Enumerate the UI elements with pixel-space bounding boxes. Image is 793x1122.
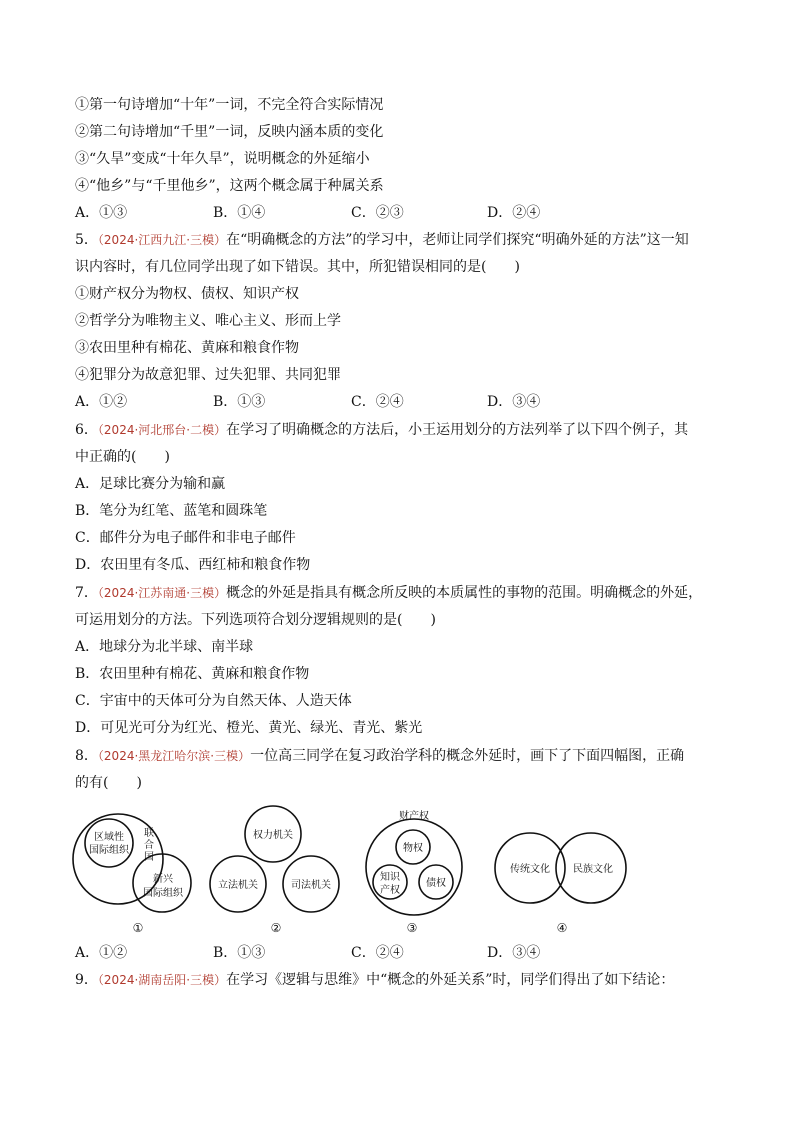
diagram-3-outer-circle (366, 819, 462, 915)
q7-option-b: B．农田里种有棉花、黄麻和粮食作物 (75, 666, 310, 682)
q5-item-4: ④犯罪分为故意犯罪、过失犯罪、共同犯罪 (75, 367, 341, 383)
q6-option-a: A．足球比赛分为输和赢 (75, 476, 226, 492)
diagram-3-label-l1: 知识 (380, 872, 400, 883)
diagram-1-regional-circle (85, 819, 133, 867)
diagram-1-un-char-1: 联 (144, 828, 154, 839)
diagram-3-label-right: 债权 (426, 878, 446, 889)
diagram-2-label-left: 立法机关 (218, 880, 258, 891)
diagram-3 (366, 809, 462, 935)
diagram-2-mark: ② (270, 921, 282, 935)
diagram-3-label-l2: 产权 (380, 885, 400, 896)
q8-source: （2024·黑龙江哈尔滨·三模） (97, 749, 251, 763)
q4-option-c: C．②③ (351, 205, 404, 221)
q4-statement-4: ④“他乡”与“千里他乡”，这两个概念属于种属关系 (75, 178, 384, 194)
q7-option-c: C．宇宙中的天体可分为自然天体、人造天体 (75, 693, 352, 709)
q7-source: （2024·江苏南通·三模） (97, 586, 227, 600)
diagram-4 (495, 833, 626, 935)
q7-number: 7． (75, 585, 98, 601)
diagram-3-mark: ③ (406, 921, 418, 935)
diagram-1-label-b: 国际组织 (89, 845, 129, 856)
q9-number: 9． (75, 972, 98, 988)
q4-option-b: B．①④ (213, 205, 266, 221)
q5-number: 5． (75, 232, 98, 248)
diagram-2 (210, 806, 339, 935)
diagram-4-label-left: 传统文化 (510, 864, 550, 875)
q6-option-c: C．邮件分为电子邮件和非电子邮件 (75, 530, 296, 546)
q5-item-3: ③农田里种有棉花、黄麻和粮食作物 (75, 340, 299, 356)
q4-statement-3: ③“久旱”变成“十年久旱”，说明概念的外延缩小 (75, 151, 370, 167)
q5-option-b: B．①③ (213, 394, 266, 410)
q5-item-2: ②哲学分为唯物主义、唯心主义、形而上学 (75, 313, 341, 329)
q9-stem-line1: 在学习《逻辑与思维》中“概念的外延关系”时，同学们得出了如下结论： (226, 972, 675, 988)
q5-option-a: A．①② (75, 394, 128, 410)
q6-number: 6． (75, 422, 98, 438)
q5-stem-line2: 识内容时，有几位同学出现了如下错误。其中，所犯错误相同的是( ) (75, 259, 520, 275)
q7-stem-line1: 概念的外延是指具有概念所反映的本质属性的事物的范围。明确概念的外延， (226, 585, 703, 601)
q4-option-a: A．①③ (75, 205, 128, 221)
q8-number: 8． (75, 748, 98, 764)
diagram-1-mark: ① (132, 921, 144, 935)
q6-option-d: D．农田里有冬瓜、西红柿和粮食作物 (75, 557, 311, 573)
q8-stem-line1: 一位高三同学在复习政治学科的概念外延时，画下了下面四幅图，正确 (250, 748, 685, 764)
q9-source: （2024·湖南岳阳·三模） (97, 973, 227, 987)
diagram-2-label-right: 司法机关 (291, 880, 331, 891)
q8-option-d: D．③④ (487, 945, 541, 961)
q5-item-1: ①财产权分为物权、债权、知识产权 (75, 286, 299, 302)
q8-option-c: C．②④ (351, 945, 404, 961)
q6-option-b: B．笔分为红笔、蓝笔和圆珠笔 (75, 503, 268, 519)
diagram-1 (73, 814, 191, 935)
q6-source: （2024·河北邢台·二模） (97, 423, 227, 437)
diagram-1-un-char-2: 合 (144, 840, 154, 851)
diagram-1-label-d: 新兴 (153, 874, 173, 885)
q5-option-d: D．③④ (487, 394, 541, 410)
q7-option-d: D．可见光可分为红光、橙光、黄光、绿光、青光、紫光 (75, 720, 423, 736)
q4-statement-2: ②第二句诗增加“千里”一词，反映内涵本质的变化 (75, 124, 384, 140)
diagram-3-label-top: 物权 (403, 843, 423, 854)
q8-option-b: B．①③ (213, 945, 266, 961)
q4-statement-1: ①第一句诗增加“十年”一词，不完全符合实际情况 (75, 97, 384, 113)
q4-option-d: D．②④ (487, 205, 541, 221)
q8-stem-line2: 的有( ) (75, 775, 142, 791)
diagram-3-label-outer: 财产权 (399, 811, 429, 822)
q7-stem-line2: 可运用划分的方法。下列选项符合划分逻辑规则的是( ) (75, 612, 436, 628)
q5-source: （2024·江西九江·三模） (97, 233, 227, 247)
q7-option-a: A．地球分为北半球、南半球 (75, 639, 254, 655)
q5-stem-line1: 在“明确概念的方法”的学习中，老师让同学们探究“明确外延的方法”这一知 (226, 232, 689, 248)
diagram-4-label-right: 民族文化 (573, 864, 613, 875)
q9-stem (75, 970, 674, 990)
q5-option-c: C．②④ (351, 394, 404, 410)
q6-stem-line2: 中正确的( ) (75, 449, 170, 465)
q6-stem-line1: 在学习了明确概念的方法后，小王运用划分的方法列举了以下四个例子，其 (226, 422, 689, 438)
diagram-2-label-top: 权力机关 (253, 830, 293, 841)
diagram-4-mark: ④ (556, 921, 568, 935)
diagram-1-label-a: 区域性 (94, 832, 124, 843)
q8-option-a: A．①② (75, 945, 128, 961)
diagram-1-label-e: 国际组织 (143, 888, 183, 899)
diagram-1-un-char-3: 国 (144, 852, 154, 863)
